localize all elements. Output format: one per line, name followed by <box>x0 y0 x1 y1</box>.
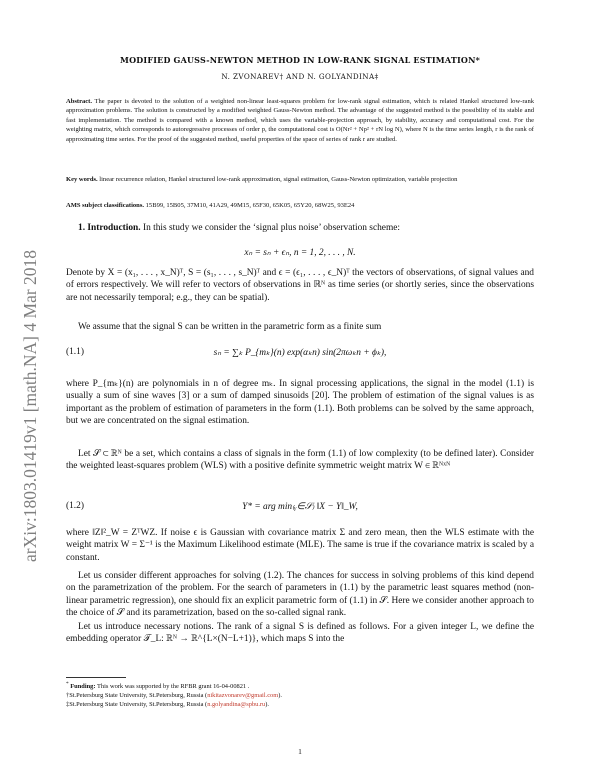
equation-1-1-text: sₙ = ∑ₖ P_{mₖ}(n) exp(αₖn) sin(2πωₖn + ϕₖ), <box>213 348 387 358</box>
equation-1-2-text: Y* = arg min₍ᵧ∈𝒮₎ ‖X − Y‖_W, <box>242 502 358 512</box>
footnote-funding <box>66 680 534 691</box>
footnote-rule <box>66 677 126 678</box>
footnote-author-2-close: ). <box>265 701 269 709</box>
paragraph-2: We assume that the signal S can be written in the parametric form as a finite sum <box>78 322 382 332</box>
paper-authors: N. ZVONAREV† AND N. GOLYANDINA‡ <box>221 72 379 81</box>
keywords-label: Key words. <box>66 176 98 183</box>
keywords-text: linear recurrence relation, Hankel structured low-rank approximation, signal estimation, Gauss-Newton optimization, variable projection <box>99 176 458 183</box>
paragraph-5: where ‖Z‖²_W = ZᵀWZ. If noise ϵ is Gaussian with covariance matrix Σ and zero mean, then the WLS estimate with the weight matrix W = Σ⁻¹ is the Maximum Likelihood estimate (MLE). The same is true if the covariance matrix is scaled by a constant. <box>66 528 534 563</box>
footnote-author-1-affil: †St.Petersburg State University, St.Petersburg, Russia ( <box>66 692 208 700</box>
equation-1-1-label: (1.1) <box>66 347 84 357</box>
ams-text: 15B99, 15B05, 37M10, 41A29, 49M15, 65F30, 65K05, 65Y20, 68W25, 93E24 <box>145 202 355 209</box>
abstract-label: Abstract. <box>66 98 92 105</box>
abstract <box>66 97 534 144</box>
ams-label: AMS subject classifications. <box>66 202 145 209</box>
email-link-2[interactable]: n.golyandina@spbu.ru <box>207 701 266 709</box>
paragraph-6: Let us consider different approaches for solving (1.2). The chances for success in solving problems of this kind depend on the parametrization of the problem. For the search of parameters in (1.1) by the parametric least squares method (non-linear parametric regression), one should fix an explicit parametric form of (1.1) in 𝒮. Here we consider another approach to the choice of 𝒮 and its parametrization, based on the so-called signal rank. <box>66 571 534 619</box>
ams-classifications <box>66 201 534 210</box>
paper-title: MODIFIED GAUSS-NEWTON METHOD IN LOW-RANK SIGNAL ESTIMATION* <box>120 55 480 65</box>
arxiv-stamp <box>14 232 54 562</box>
footnote-funding-label: Funding: <box>70 683 96 691</box>
email-link-1[interactable]: nikitazvonarev@gmail.com <box>207 692 279 700</box>
footnote-author-1-close: ). <box>278 692 282 700</box>
equation-1-1 <box>66 347 534 361</box>
equation-observation <box>66 247 534 261</box>
keywords <box>66 175 534 184</box>
equation-1-2 <box>66 501 534 515</box>
page-number: 1 <box>298 747 302 756</box>
footnote-author-2 <box>66 700 534 709</box>
footnote-author-2-affil: ‡St.Petersburg State University, St.Petersburg, Russia ( <box>66 701 208 709</box>
footnotes <box>66 680 534 709</box>
footnote-funding-text: This work was supported by the RFBR grant 16-04-00821 . <box>97 683 250 691</box>
paragraph-7: Let us introduce necessary notions. The rank of a signal S is defined as follows. For a given integer L, we define the embedding operator 𝒯_L: ℝᴺ → ℝ^{L×(N−L+1)}, which maps S into the <box>66 622 534 645</box>
footnote-author-1 <box>66 691 534 700</box>
equation-observation-text: xₙ = sₙ + ϵₙ, n = 1, 2, . . . , N. <box>244 248 356 258</box>
paragraph-4: Let 𝒮 ⊂ ℝᴺ be a set, which contains a class of signals in the form (1.1) of low complexity (to be defined later). Consider the weighted least-squares problem (WLS) with a positive definite symmetric weight matrix W ∈ ℝᴺˣᴺ <box>66 449 534 472</box>
footnote-star: * <box>66 681 69 687</box>
paragraph-1: Denote by X = (x₁, . . . , x_N)ᵀ, S = (s₁, . . . , s_N)ᵀ and ϵ = (ϵ₁, . . . , ϵ_N)ᵀ the vectors of observations, of signal values and of errors respectively. We will refer to vectors of observations in ℝᴺ as time series (or shortly series, since the observations are not necessarily temporal; e.g., they can be spatial). <box>66 268 534 303</box>
arxiv-stamp-text: arXiv:1803.01419v1 [math.NA] 4 Mar 2018 <box>20 249 40 562</box>
section-heading: 1. Introduction. <box>78 223 141 233</box>
abstract-text: The paper is devoted to the solution of a weighted non-linear least-squares problem for low-rank signal estimation, which is related Hankel structured low-rank approximation problems. The solution is constructed by a modified weighted Gauss-Newton method. The advantage of the suggested method is the possibility of its stable and fast implementation. The method is compared with a known method, which uses the variable-projection approach, by stability, accuracy and computational cost. For the weighting matrix, which corresponds to autoregressive processes of order p, the computational cost is O(Nr² + Np² + rN log N), where N is the time series length, r is the rank of approximating time series. For the proof of the suggested method, useful properties of the space of series of rank r are studied. <box>66 98 534 143</box>
introduction-intro <box>66 222 534 234</box>
intro-line: In this study we consider the ‘signal plus noise’ observation scheme: <box>142 223 401 233</box>
paragraph-3: where P_{mₖ}(n) are polynomials in n of degree mₖ. In signal processing applications, the signal in the model (1.1) is usually a sum of sine waves [3] or a sum of damped sinusoids [20]. The problem of estimation of the signal values is as important as the problem of estimation of parameters in the form (1.1). Both problems can be solved by the same approach, but we are concentrated on the signal estimation. <box>66 379 534 427</box>
equation-1-2-label: (1.2) <box>66 501 84 511</box>
